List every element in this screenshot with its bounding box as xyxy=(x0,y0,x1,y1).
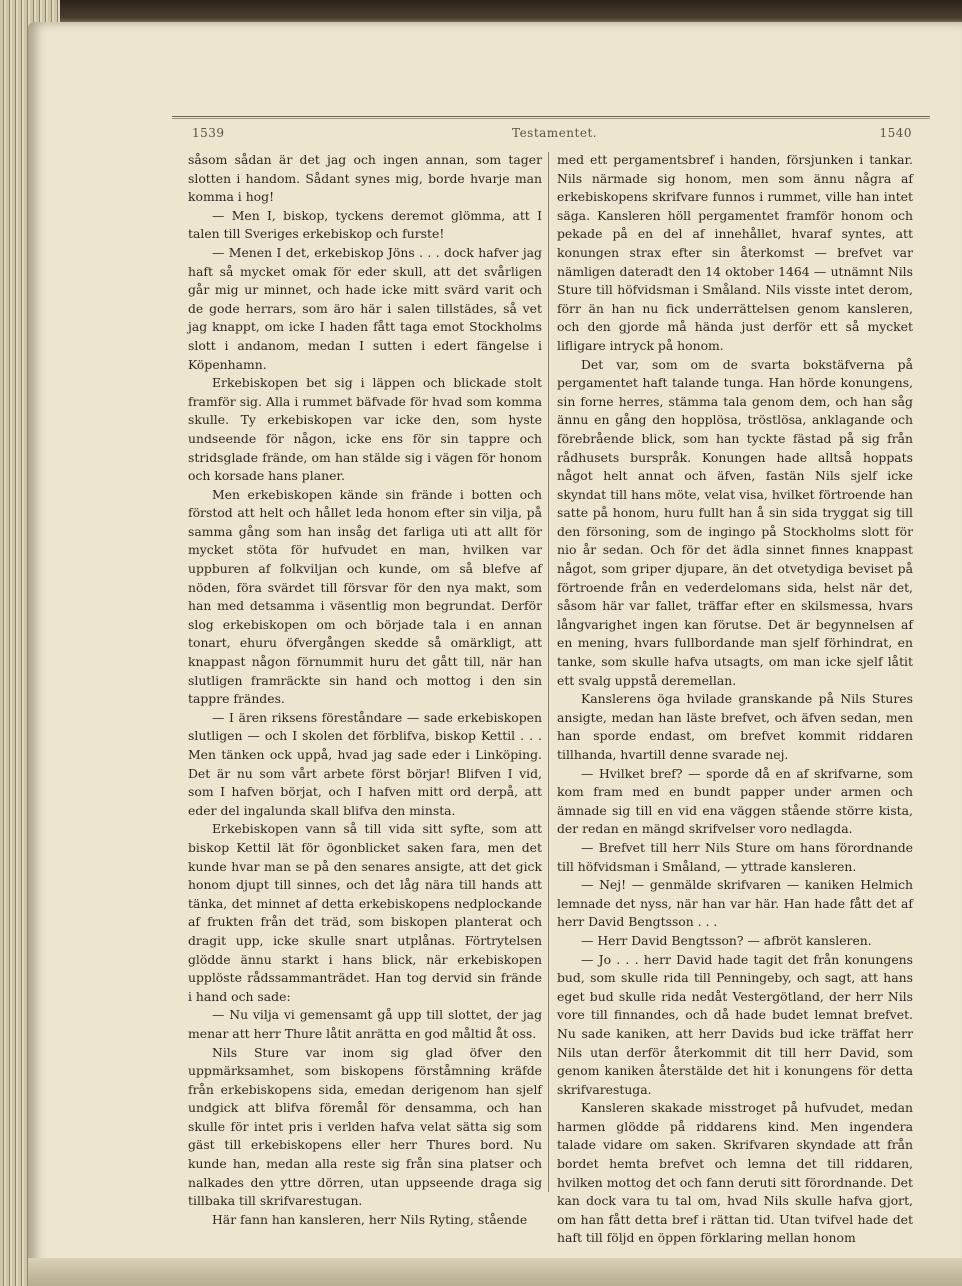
book-bottom-edge xyxy=(28,1258,962,1286)
paragraph: — Menen I det, erkebiskop Jöns . . . dock hafver jag haft så mycket omak för eder skull, att det svårligen går mig ur minnet, och hade icke mitt svärd varit och de gode herrars, som äro här i salen tillstädes, så vet jag knappt, om icke I haden fått taga emot Stockholms slott i andanom, medan I sutten i edert fängelse i Köpenhamn. xyxy=(188,244,542,372)
paragraph: Erkebiskopen bet sig i läppen och blickade stolt framför sig. Alla i rummet bäfvade för hvad som komma skulle. Ty erkebiskopen var icke den, som hyste undseende för någon, icke ens för sin tappre och stridsglade frände, om han stälde sig i vägen för honom och korsade hans planer. xyxy=(188,375,542,484)
paragraph: — Hvilket bref? — sporde då en af skrifvarne, som kom fram med en bundt papper under armen och ämnade sig till en vid ena väggen stående större kista, der redan en mängd skrifvelser voro nedlagda. xyxy=(557,765,913,837)
paragraph: såsom sådan är det jag och ingen annan, som tager slotten i handom. Sådant synes mig, borde hvarje man komma i hog! xyxy=(188,152,542,205)
running-header xyxy=(192,126,912,146)
right-column xyxy=(557,151,913,1248)
column-divider xyxy=(548,152,549,1192)
left-column xyxy=(188,151,542,1229)
paragraph: Nils Sture var inom sig glad öfver den uppmärksamhet, som biskopens förståmning kräfde från erkebiskopens sida, emedan derigenom han sjelf undgick att blifva föremål för densamma, och han skulle för intet pris i verlden hafva velat sätta sig som gäst till erkebiskopens eller herr Thures bord. Nu kunde han, medan alla reste sig från sina platser och nalkades den yttre dörren, utan uppseende draga sig tillbaka till skrifvarestugan. xyxy=(188,1044,542,1209)
paragraph: Men erkebiskopen kände sin frände i botten och förstod att helt och hållet leda honom efter sin vilja, på samma gång som han insåg det farliga uti att allt för mycket stöta för hufvudet en man, hvilken var uppburen af folkviljan och kunde, om så blefve af nöden, föra svärdet till försvar för den nya makt, som han med detsamma i väsentlig mon begrundat. Derför slog erkebiskopen om och började tala i en annan tonart, ehuru öfvergången skedde så omärkligt, att knappast någon förnummit huru det gått till, när han slutligen framräckte sin hand och mottog i den sin tappre frändes. xyxy=(188,486,542,707)
paragraph: Erkebiskopen vann så till vida sitt syfte, som att biskop Kettil lät för ögonblicket saken fara, men det kunde hvar man se på den senares ansigte, att det gick honom djupt till sinnes, och det låg nära till hands att tänka, det minnet af detta erkebiskopens nedplockande af frukten från det träd, som biskopen planterat och dragit upp, icke skulle snart utplånas. Förtrytelsen glödde ännu starkt i hans blick, när erkebiskopen upplöste rådssammanträdet. Han tog dervid sin frände i hand och sade: xyxy=(188,821,542,1004)
header-rule xyxy=(172,116,930,117)
paragraph: — Nu vilja vi gemensamt gå upp till slottet, der jag menar att herr Thure låtit anrätta en god måltid åt oss. xyxy=(188,1007,542,1041)
paragraph: — Herr David Bengtsson? — afbröt kansleren. xyxy=(581,932,872,948)
page-number-right: 1540 xyxy=(879,126,912,140)
paragraph: — Jo . . . herr David hade tagit det från konungens bud, som skulle rida till Penningeby, och sagt, att hans eget bud skulle rida nedåt Vestergötland, der herr Nils vore till finnandes, och då hade budet lemnat brefvet. Nu sade kaniken, att herr Davids bud icke träffat herr Nils utan derför återkommit dit till herr David, som genom kaniken återstälde det hit i konungens för detta skrifvarestuga. xyxy=(557,951,913,1097)
header-rule-secondary xyxy=(172,118,930,119)
paragraph: — Brefvet till herr Nils Sture om hans förordnande till höfvidsman i Småland, — yttrade kansleren. xyxy=(557,839,913,874)
paragraph: Kanslerens öga hvilade granskande på Nils Stures ansigte, medan han läste brefvet, och äfven sedan, men han sporde endast, om brefvet kommit riddaren tillhanda, hvartill denne svarade nej. xyxy=(557,691,913,762)
paragraph: Det var, som om de svarta bokstäfverna på pergamentet haft talande tunga. Han hörde konungens, sin forne herres, stämma tala genom dem, och han såg ännu en gång den hopplösa, tröstlösa, anklagande och förebrående blick, som han tyckte fästad på sig från rådhusets burspråk. Konungen hade alltså hoppats något helt annat och äfven, fastän Nils sjelf icke skyndat till hans möte, velat visa, hvilket förtroende han satte på honom, huru fullt han å sin sida tryggat sig till den försoning, som de ingingo på Stockholms slott för nio år sedan. Och för det ädla sinnet finnes knappast något, som griper djupare, än det otvetydiga beviset på förtroende från en vederdelomans sida, helst när det, såsom här var fallet, träffar efter en skilsmessa, hvars långvarighet ingen kan förutse. Det är begynnelsen af en mening, hvars fullbordande man sjelf förhindrat, en tanke, som skulle hafva utsagts, om man icke sjelf låtit ett svalg uppstå deremellan. xyxy=(557,356,913,688)
paragraph: — Nej! — genmälde skrifvaren — kaniken Helmich lemnade det nyss, när han var här. Han hade fått det af herr David Bengtsson . . . xyxy=(557,877,913,930)
paragraph: Kansleren skakade misstroget på hufvudet, medan harmen glödde på riddarens kind. Men ingendera talade vidare om saken. Skrifvaren skyndade att från bordet hemta brefvet och lemna det till riddaren, hvilken mottog det och fann deruti sitt förordnande. Det kan dock vara tu tal om, hvad Nils skulle hafva gjort, om han fått detta bref i rättan tid. Utan tvifvel hade det haft till följd en öppen förklaring mellan honom xyxy=(557,1100,913,1246)
paragraph: — Men I, biskop, tyckens deremot glömma, att I talen till Sveriges erkebiskop och furste! xyxy=(188,207,542,242)
paragraph: Här fann han kansleren, herr Nils Ryting, stående xyxy=(212,1211,528,1227)
page-number-left: 1539 xyxy=(192,126,225,140)
paragraph: — I ären riksens föreståndare — sade erkebiskopen slutligen — och I skolen det förblifva, biskop Kettil . . . Men tänken ock uppå, hvad jag sade eder i Linköping. Det är nu som vårt arbete först börjar! Blifven I vid, som I hafven börjat, och I hafven mitt ord derpå, att eder del ingalunda skall blifva den minsta. xyxy=(188,709,542,818)
paragraph: med ett pergamentsbref i handen, försjunken i tankar. Nils närmade sig honom, men som ännu några af erkebiskopens skrifvare funnos i rummet, ville han intet säga. Kansleren höll pergamentet framför honom och pekade på en del af innehållet, hvaraf syntes, att konungen strax efter sin återkomst — brefvet var nämligen dateradt den 14 oktober 1464 — utnämnt Nils Sture till höfvidsman i Småland. Nils visste intet derom, förr än han nu fick underrättelsen genom kansleren, och den gjorde må hända just derför ett så mycket lifligare intryck på honom. xyxy=(557,152,913,353)
running-title: Testamentet. xyxy=(512,126,598,140)
